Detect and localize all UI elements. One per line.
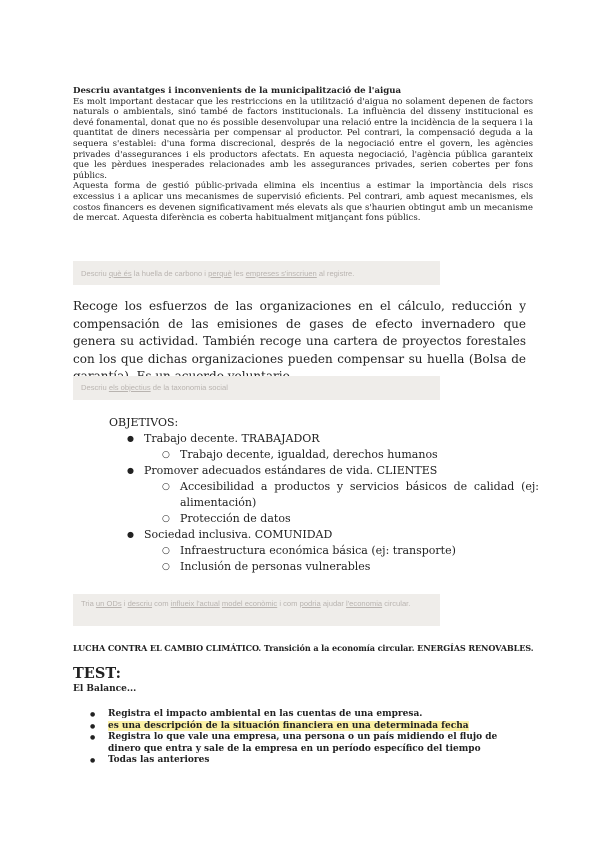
test-heading: TEST: <box>73 665 121 682</box>
question-title: Descriu avantatges i inconvenients de la municipalització de l'aigua <box>73 86 402 96</box>
objective-item: ● Sociedad inclusiva. COMUNIDAD <box>109 527 539 543</box>
q-text: model econòmic <box>221 599 278 608</box>
q-text: què és <box>108 269 132 278</box>
q-text: Tria <box>81 599 96 608</box>
objective-subitem: ○ Inclusión de personas vulnerables <box>109 559 539 575</box>
q-text: i <box>121 599 128 608</box>
q-text: Descriu <box>81 269 109 278</box>
answer-carbon-footprint: Recoge los esfuerzos de las organizaciones en el cálculo, reducción y compensación de las emisiones de gases de efecto invernadero que genera su actividad. También recoge una cartera de proyectos forestales con los que dichas organizaciones pueden compensar su huella (Bolsa de <box>73 299 526 366</box>
q-text: podria <box>299 599 321 608</box>
q-text: com <box>152 599 171 608</box>
q-text: descriu <box>127 599 153 608</box>
objectives-list <box>109 415 539 575</box>
q-text: els objectius <box>108 383 151 392</box>
answer-paragraph-1: Es molt important destacar que les restriccions en la utilització d'aigua no solament depenen de factors naturals o ambientals, sinó també de factors institucionals. La influència del disseny institucional es devé fonamental, donat que no és possible desenvolupar una relació entre la incidència de la sequera i la quantitat de diners necessària per compensar al productor. Pel contrari, la compensació deguda a la sequera s'establei: d'una forma discrecional, després de la negociació entre el govern, les agències privades d'assegurances i els productors afectats. En aquesta negociació, l'agència pública garanteix que les pèrdues inesperades relacionades amb les assegurances privades, serien cobertes per fons públics. <box>73 96 533 181</box>
objective-subitem: ○ Protección de datos <box>109 511 539 527</box>
question-bar-social-taxonomy <box>73 376 440 400</box>
objective-item: ● Trabajo decente. TRABAJADOR <box>109 431 539 447</box>
q-text: la huella de carbono i <box>131 269 209 278</box>
objective-subitem: ○ Infraestructura económica básica (ej: transporte) <box>109 543 539 559</box>
option-text: Registra lo que vale una empresa, una persona o un país midiendo el flujo de dinero que entra y sale de la empresa en un período específico del tiempo <box>108 732 498 754</box>
q-text: les <box>231 269 246 278</box>
test-question: El Balance... <box>73 684 137 694</box>
q-text: un ODs <box>95 599 122 608</box>
test-option <box>90 755 530 767</box>
test-option <box>90 732 530 755</box>
q-text: i com <box>277 599 300 608</box>
test-option <box>90 709 530 721</box>
q-text: empreses s'inscriuen <box>245 269 317 278</box>
q-text: influeix l'actual <box>170 599 220 608</box>
answer-paragraph-2: Aquesta forma de gestió públic-privada elimina els incentius a estimar la importància dels riscs excessius i a aplicar uns mecanismes de supervisió eficients. Pel contrari, amb aquest mecanismes, els costos financers es devenen significativament més elevats als que s'haurien obtingut amb un mecanisme de mercat. Aquesta diferència es coberta habitualment mitjançant fons públics. <box>73 181 533 224</box>
test-options <box>90 709 530 767</box>
test-option-correct <box>90 721 530 733</box>
objective-item: ● Promover adecuados estándares de vida. CLIENTES <box>109 463 539 479</box>
q-text: al registre. <box>316 269 355 278</box>
q-text: l'economia <box>346 599 383 608</box>
objectives-heading: OBJETIVOS: <box>109 416 179 429</box>
question-bar-carbon-footprint <box>73 261 440 285</box>
q-text: circular. <box>382 599 411 608</box>
q-text: de la taxonomia social <box>150 383 228 392</box>
section-water-municipalization <box>73 86 533 224</box>
q-text: ajudar <box>320 599 347 608</box>
objective-subitem: ○ Accesibilidad a productos y servicios básicos de calidad (ej: alimentación) <box>109 479 539 511</box>
answer-sdg: LUCHA CONTRA EL CAMBIO CLIMÁTICO. Transición a la economía circular. ENERGÍAS RENOVABLES. <box>73 643 534 653</box>
option-text: Todas las anteriores <box>108 755 210 766</box>
option-text-highlighted: es una descripción de la situación financiera en una determinada fecha <box>108 720 469 731</box>
question-bar-sdg <box>73 594 440 626</box>
option-text: Registra el impacto ambiental en las cuentas de una empresa. <box>108 709 423 719</box>
q-text: Descriu <box>81 383 109 392</box>
q-text: perquè <box>208 269 232 278</box>
objective-subitem: ○ Trabajo decente, igualdad, derechos humanos <box>109 447 539 463</box>
